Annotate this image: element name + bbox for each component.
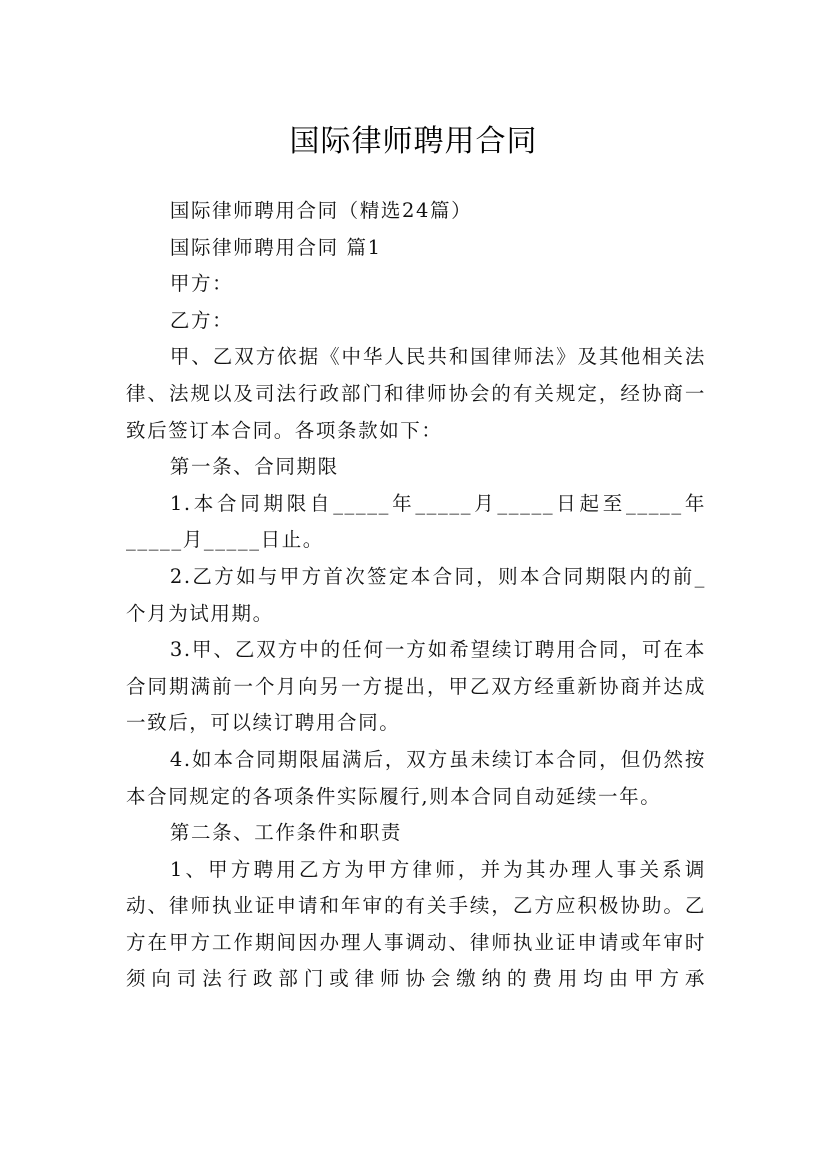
paragraph-clause-1-4: 4.如本合同期限届满后，双方虽未续订本合同，但仍然按本合同规定的各项条件实际履行,则本合同自动延续一年。 xyxy=(126,747,706,808)
paragraph-clause-1-3: 3.甲、乙双方中的任何一方如希望续订聘用合同，可在本合同期满前一个月向另一方提出，甲乙双方经重新协商并达成一致后，可以续订聘用合同。 xyxy=(126,638,706,735)
paragraph-article-1-heading: 第一条、合同期限 xyxy=(169,455,339,479)
paragraph-party-b: 乙方： xyxy=(169,308,234,332)
document-body xyxy=(126,193,706,998)
paragraph-article-2-heading: 第二条、工作条件和职责 xyxy=(169,821,402,845)
paragraph-party-a: 甲方： xyxy=(169,272,234,296)
paragraph-subtitle: 国际律师聘用合同（精选24篇） xyxy=(169,199,473,222)
paragraph-clause-1-1: 1.本合同期限自_____年_____月_____日起至_____年_____月_____日止。 xyxy=(126,491,706,552)
document-title: 国际律师聘用合同 xyxy=(289,124,538,160)
paragraph-section-heading: 国际律师聘用合同 篇1 xyxy=(169,235,382,259)
paragraph-clause-2-1: 1、甲方聘用乙方为甲方律师，并为其办理人事关系调动、律师执业证申请和年审的有关手续，乙方应积极协助。乙方在甲方工作期间因办理人事调动、律师执业证申请或年审时须向司法行政部门或律师协会缴纳的费用均由甲方承 xyxy=(126,857,706,991)
paragraph-preamble: 甲、乙双方依据《中华人民共和国律师法》及其他相关法律、法规以及司法行政部门和律师协会的有关规定，经协商一致后签订本合同。各项条款如下： xyxy=(126,345,706,442)
paragraph-clause-1-2: 2.乙方如与甲方首次签定本合同，则本合同期限内的前_个月为试用期。 xyxy=(126,564,706,625)
